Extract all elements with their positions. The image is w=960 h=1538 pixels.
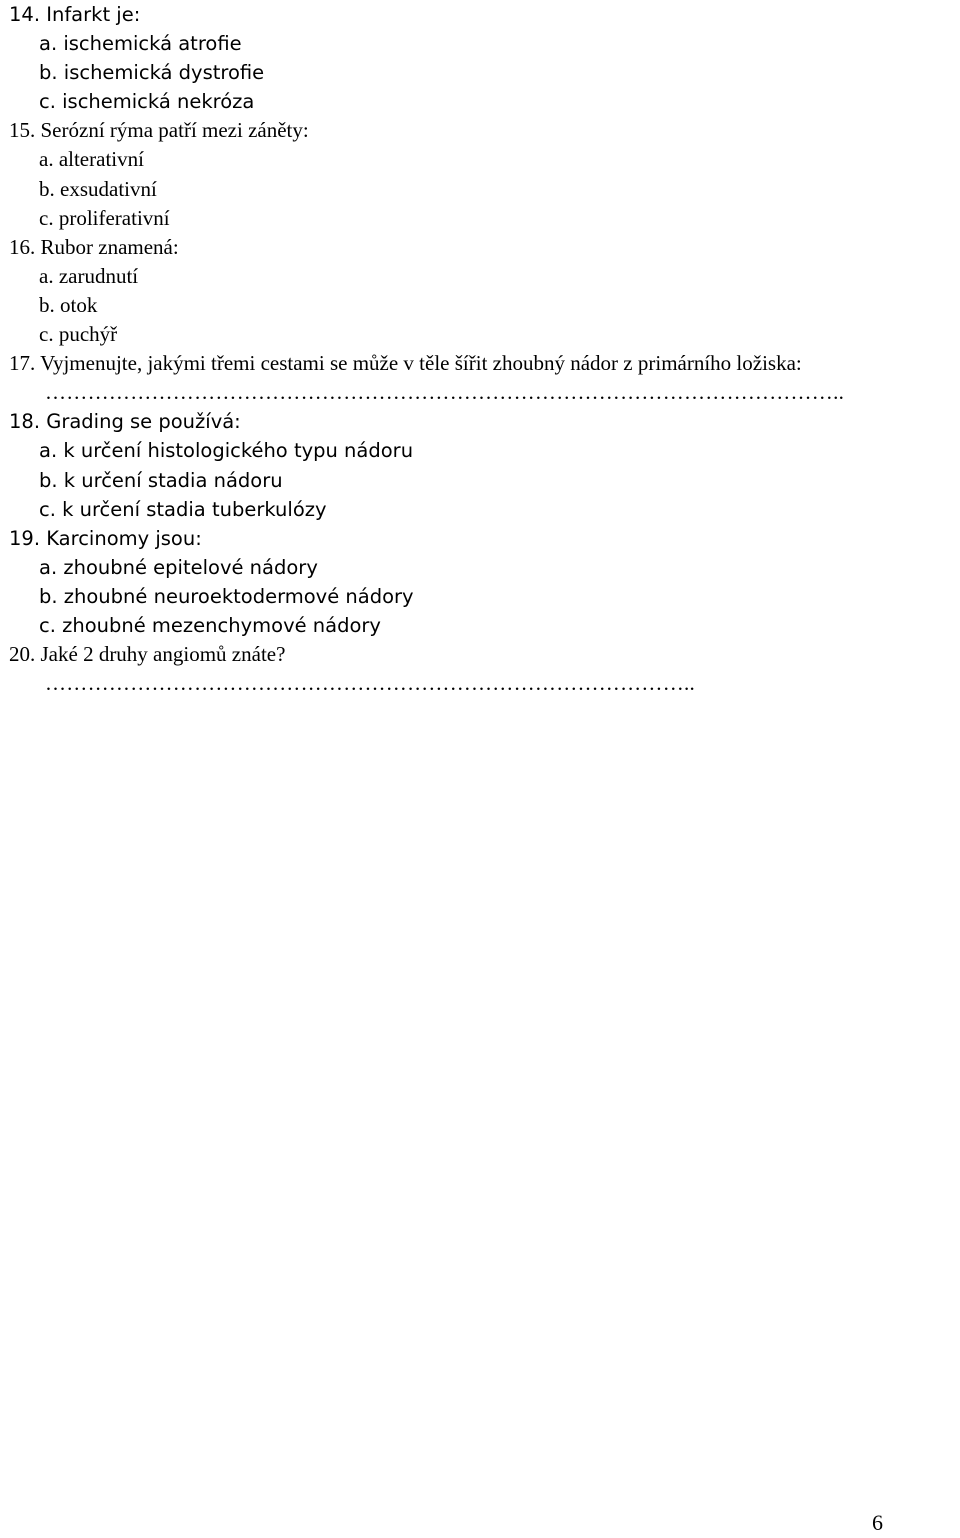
question-16-option-b: b. otok [39, 292, 98, 317]
question-20-stem: 20. Jaké 2 druhy angiomů znáte? [9, 642, 286, 667]
question-15-stem: 15. Serózní rýma patří mezi záněty: [9, 118, 309, 143]
question-14-option-c: c. ischemická nekróza [39, 90, 255, 114]
question-16-stem: 16. Rubor znamená: [9, 234, 179, 259]
question-18-option-b: b. k určení stadia nádoru [39, 468, 283, 492]
question-list [9, 0, 954, 698]
question-14-option-b: b. ischemická dystrofie [39, 61, 265, 85]
question-14-stem: 14. Infarkt je: [9, 3, 141, 26]
question-17-answer-line: ………………………………………………………………………………………………….. [45, 380, 845, 405]
question-19-stem: 19. Karcinomy jsou: [9, 526, 202, 550]
question-20-answer-line: ……………………………………………………………………………….. [45, 671, 696, 696]
question-16-option-a: a. zarudnutí [39, 263, 139, 288]
question-19-option-c: c. zhoubné mezenchymové nádory [39, 613, 381, 637]
page-number: 6 [872, 1510, 883, 1535]
question-15-option-a: a. alterativní [39, 147, 144, 172]
question-14-option-a: a. ischemická atrofie [39, 32, 242, 56]
question-15-option-b: b. exsudativní [39, 176, 157, 201]
question-18-option-a: a. k určení histologického typu nádoru [39, 439, 414, 463]
question-19-option-b: b. zhoubné neuroektodermové nádory [39, 584, 414, 608]
question-17-stem: 17. Vyjmenujte, jakými třemi cestami se může v těle šířit zhoubný nádor z primárního ložiska: [9, 351, 802, 376]
question-18-stem: 18. Grading se používá: [9, 410, 241, 434]
question-16-option-c: c. puchýř [39, 322, 118, 347]
question-19-option-a: a. zhoubné epitelové nádory [39, 555, 318, 579]
question-15-option-c: c. proliferativní [39, 205, 170, 230]
question-18-option-c: c. k určení stadia tuberkulózy [39, 497, 327, 521]
